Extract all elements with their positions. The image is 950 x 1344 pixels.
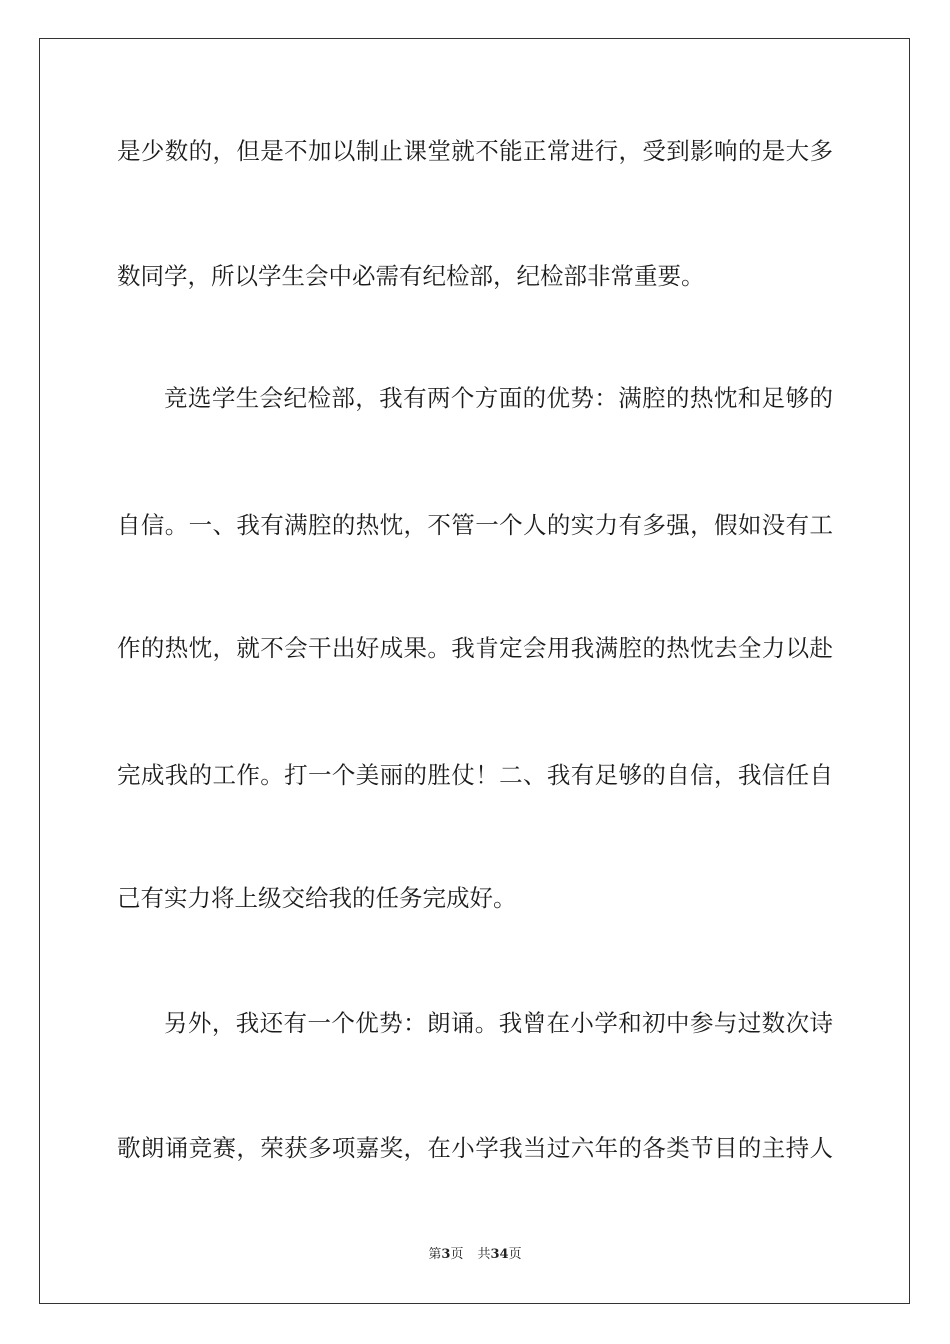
total-prefix: 共 — [477, 1247, 491, 1262]
total-suffix: 页 — [508, 1247, 522, 1262]
page-prefix: 第 — [428, 1247, 442, 1262]
page-footer — [0, 1246, 950, 1264]
text-line-5: 作的热忱，就不会干出好成果。我肯定会用我满腔的热忱去全力以赴 — [117, 634, 833, 662]
text-line-9: 歌朗诵竞赛，荣获多项嘉奖，在小学我当过六年的各类节目的主持人 — [117, 1134, 833, 1162]
page-suffix: 页 — [450, 1247, 464, 1262]
page-number: 3 — [441, 1247, 451, 1262]
total-pages: 34 — [490, 1247, 509, 1262]
text-line-7: 己有实力将上级交给我的任务完成好。 — [117, 884, 517, 912]
text-line-4: 自信。一、我有满腔的热忱，不管一个人的实力有多强，假如没有工 — [117, 511, 833, 539]
text-line-2: 数同学，所以学生会中必需有纪检部，纪检部非常重要。 — [117, 262, 705, 290]
text-line-8: 另外，我还有一个优势：朗诵。我曾在小学和初中参与过数次诗 — [164, 1009, 833, 1037]
text-line-3: 竞选学生会纪检部，我有两个方面的优势：满腔的热忱和足够的 — [164, 384, 833, 412]
text-line-6: 完成我的工作。打一个美丽的胜仗！二、我有足够的自信，我信任自 — [117, 761, 833, 789]
text-line-1: 是少数的，但是不加以制止课堂就不能正常进行，受到影响的是大多 — [117, 137, 833, 165]
page-border — [39, 38, 910, 1304]
